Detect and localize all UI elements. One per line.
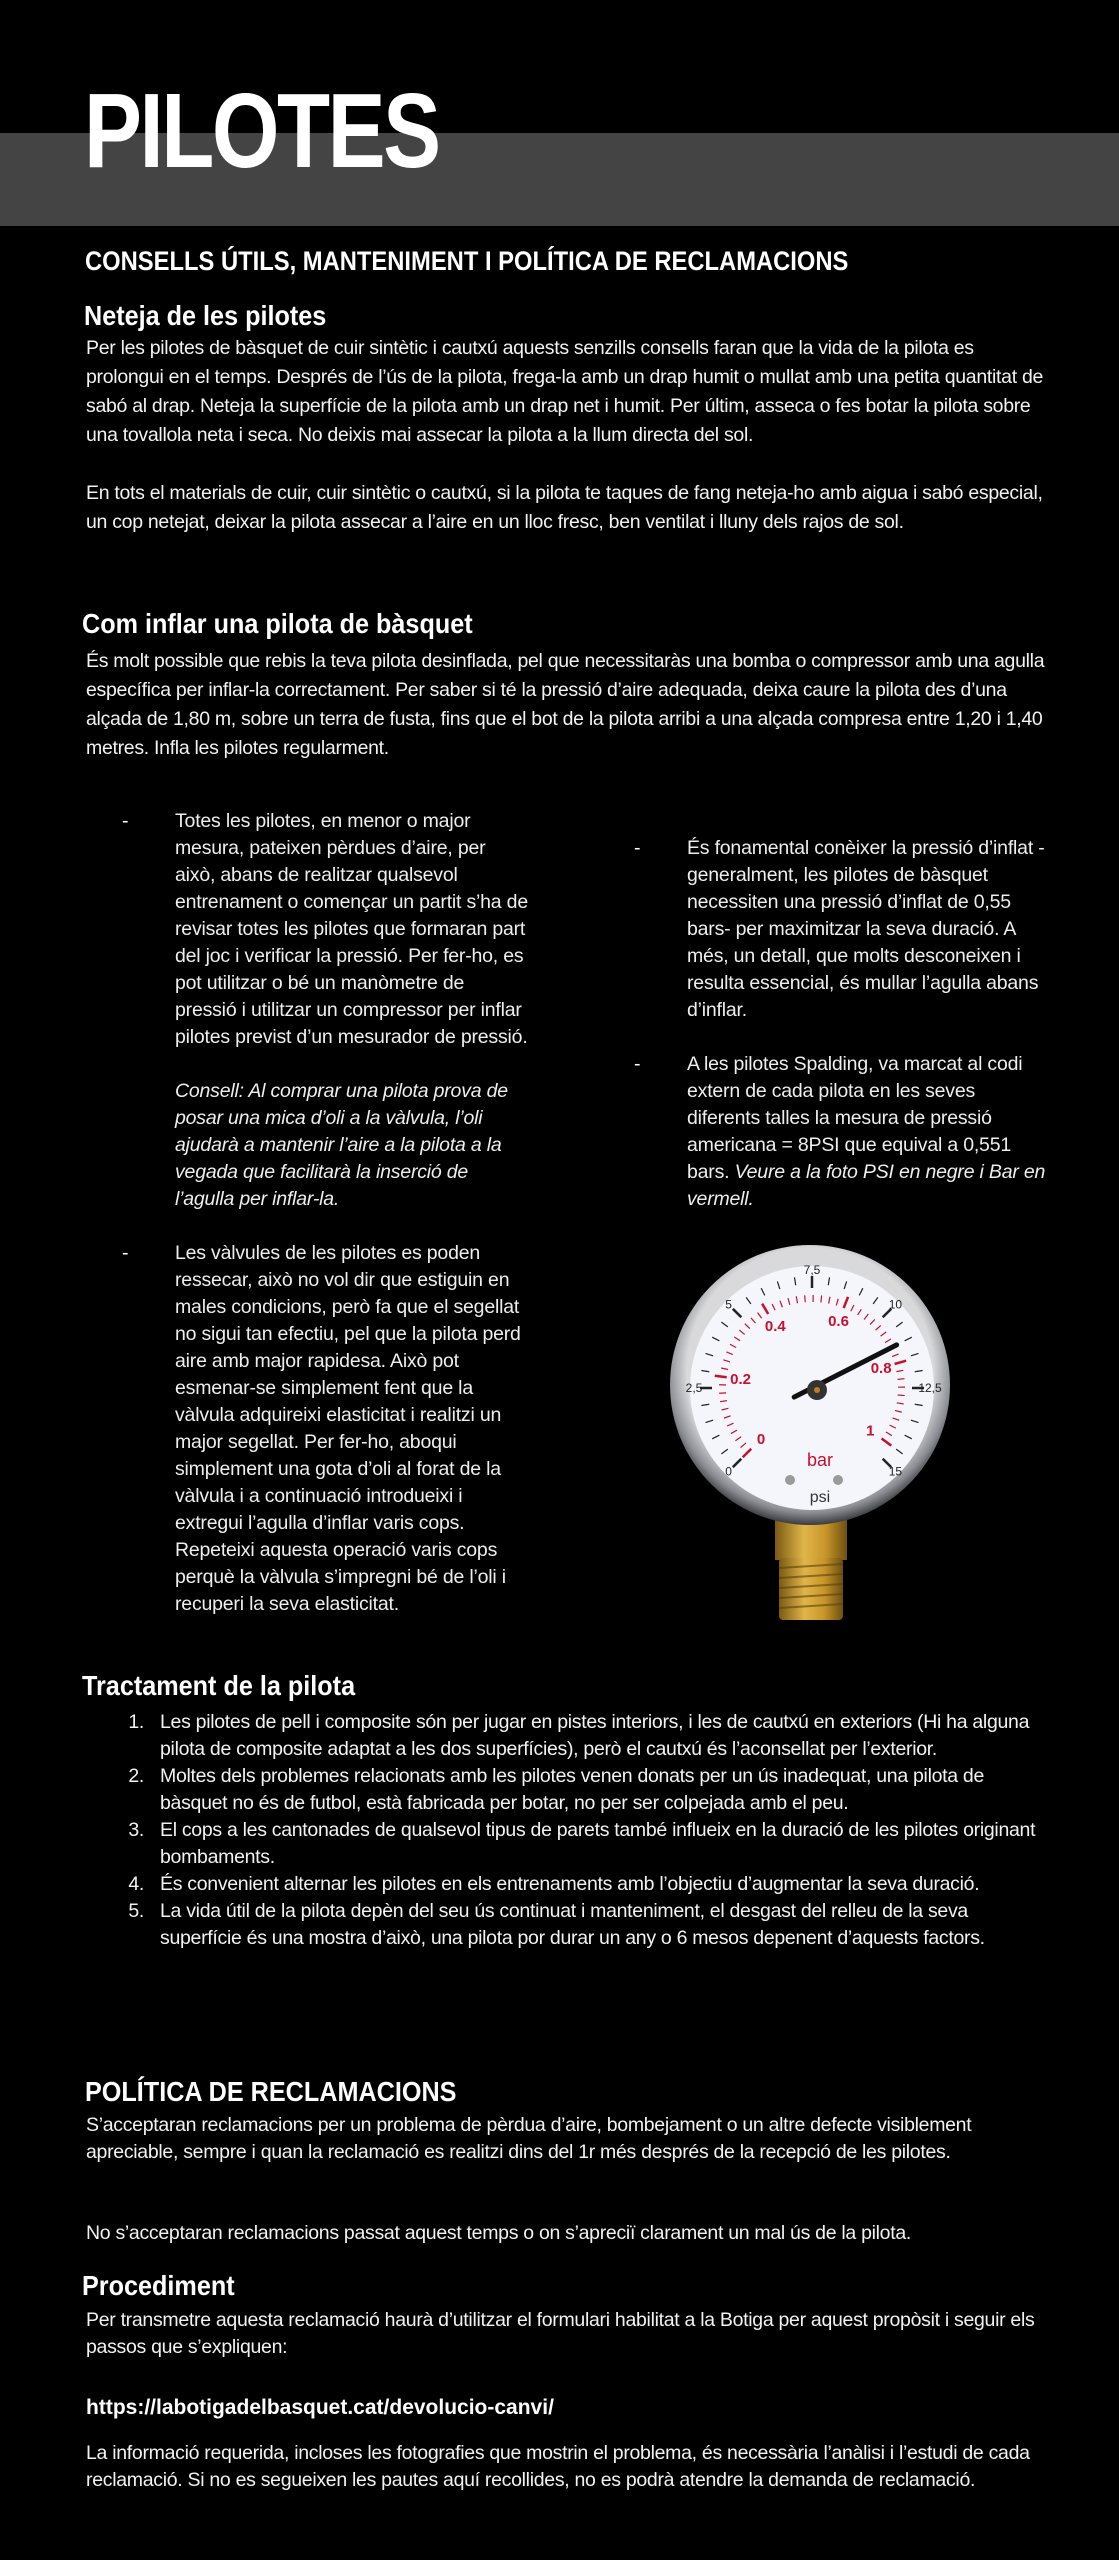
gauge-hub-center xyxy=(814,1387,820,1393)
procedure-heading: Procediment xyxy=(82,2270,235,2301)
pressure-gauge-image xyxy=(665,1240,955,1630)
gauge-screw xyxy=(833,1475,843,1485)
tip-row xyxy=(100,1078,530,1213)
inflate-left-column xyxy=(100,808,530,1618)
tip-text: Consell: Al comprar una pilota prova de posar una mica d’oli a la vàlvula, l’oli ajudarà a mantenir l’aire a la pilota a la vegada que facilitarà la inserció de l’agulla per inflar-la. xyxy=(175,1080,508,1210)
item-number: 4. xyxy=(128,1873,144,1895)
list-item xyxy=(100,1240,530,1618)
list-item xyxy=(612,1051,1052,1213)
list-item xyxy=(84,1817,1044,1871)
bar-tick xyxy=(821,1295,822,1302)
psi-label: 0 xyxy=(725,1464,732,1479)
list-item xyxy=(84,1709,1044,1763)
gauge-bar-unit: bar xyxy=(806,1450,834,1470)
item-number: 3. xyxy=(128,1819,144,1841)
psi-label: 2,5 xyxy=(685,1381,703,1395)
item-number: 5. xyxy=(128,1900,144,1922)
policy-heading: POLÍTICA DE RECLAMACIONS xyxy=(85,2076,457,2107)
bullet-dash: - xyxy=(634,837,641,859)
treatment-heading: Tractament de la pilota xyxy=(82,1670,356,1701)
bar-label: 0.8 xyxy=(870,1359,892,1377)
bullet-text xyxy=(687,1051,1052,1213)
bullet-text: Les vàlvules de les pilotes es poden ressecar, això no vol dir que estiguin en males condicions, però fa que el segellat no sigui tan efectiu, pel que la pilota perd aire amb major rapidesa. Això pot esmenar-se simplement fent que la vàlvula adquireixi elasticitat i realitzi un major segellat. Per fer-ho, aboqui simplement una gota d’oli al forat de la vàlvula i a continuació introdueixi i extregui l’agulla d’inflar varis cops. Repeteixi aquesta operació varis cops perquè la vàlvula s’impregni bé de l’oli i recuperi la seva elasticitat. xyxy=(175,1242,521,1615)
list-item xyxy=(84,1871,1044,1898)
bar-tick xyxy=(715,1376,727,1378)
item-text: El cops a les cantonades de qualsevol tipus de parets també influeix en la duració de les pilotes originant bombaments. xyxy=(160,1819,1036,1868)
policy-paragraph-1: S’acceptaran reclamacions per un problema de pèrdua d’aire, bombejament o un altre defecte visiblement apreciable, sempre i quan la reclamació es realitzi dins del 1r més després de la recepció de les pilotes. xyxy=(86,2114,972,2163)
treatment-list xyxy=(84,1709,1044,1952)
item-text: És convenient alternar les pilotes en els entrenaments amb l’objectiu d’augmentar la seva duració. xyxy=(160,1873,980,1895)
bar-tick xyxy=(805,1295,806,1302)
cleaning-paragraph-1: Per les pilotes de bàsquet de cuir sintètic i cautxú aquests senzills consells faran que la vida de la pilota es prolongui en el temps. Després de l’ús de la pilota, frega-la amb un drap humit o mullat amb una petita quantitat de sabó al drap. Neteja la superfície de la pilota amb un drap net i humit. Per últim, asseca o fes botar la pilota sobre una tovallola neta i seca. No deixis mai assecar la pilota a la llum directa del sol. xyxy=(86,337,1044,446)
procedure-paragraph-1: Per transmetre aquesta reclamació haurà d’utilitzar el formulari habilitat a la Botiga per aquest propòsit i seguir els passos que s’expliquen: xyxy=(86,2309,1035,2358)
bullet-text-italic: Veure a la foto PSI en negre i Bar en vermell. xyxy=(687,1161,1046,1210)
policy-paragraph-2: No s’acceptaran reclamacions passat aquest temps o on s’apreciï clarament un mal ús de la pilota. xyxy=(86,2222,912,2244)
bar-tick xyxy=(898,1379,905,1380)
item-text: La vida útil de la pilota depèn del seu ús continuat i manteniment, el desgast del relleu de la seva superfície és una mostra d’això, una pilota por durar un any o 6 mesos depenent d’aquests factors. xyxy=(160,1900,985,1949)
psi-label: 7,5 xyxy=(803,1263,821,1277)
bar-tick xyxy=(898,1395,905,1396)
psi-label: 5 xyxy=(725,1297,732,1312)
cleaning-heading: Neteja de les pilotes xyxy=(84,300,327,331)
tip-indent xyxy=(100,1078,175,1213)
gauge-psi-unit: psi xyxy=(809,1489,831,1506)
page-subtitle: CONSELLS ÚTILS, MANTENIMENT I POLÍTICA DE RECLAMACIONS xyxy=(85,246,849,276)
inflate-paragraph: És molt possible que rebis la teva pilota desinflada, pel que necessitaràs una bomba o compressor amb una agulla específica per inflar-la correctament. Per saber si té la pressió d’aire adequada, deixa caure la pilota des d’una alçada de 1,80 m, sobre un terra de fusta, fins que el bot de la pilota arribi a una alçada compresa entre 1,20 i 1,40 metres. Infla les pilotes regularment. xyxy=(86,650,1045,759)
gauge-screw xyxy=(785,1475,795,1485)
bullet-text: Totes les pilotes, en menor o major mesura, pateixen pèrdues d’aire, per això, abans de realitzar qualsevol entrenament o començar un partit s’ha de revisar totes les pilotes que formaran part del joc i verificar la pressió. Per fer-ho, es pot utilitzar o bé un manòmetre de pressió i utilitzar un compressor per inflar pilotes previst d’un mesurador de pressió. xyxy=(175,810,528,1048)
list-item xyxy=(84,1763,1044,1817)
inflate-right-column xyxy=(612,835,1052,1213)
bullet-dash: - xyxy=(634,1053,641,1075)
item-text: Les pilotes de pell i composite són per jugar en pistes interiors, i les de cautxú en exteriors (Hi ha alguna pilota de composite adaptat a les dos superfícies), però el cautxú és l’aconsellat per l’exterior. xyxy=(160,1711,1030,1760)
cleaning-paragraph-2: En tots el materials de cuir, cuir sintètic o cautxú, si la pilota te taques de fang neteja-ho amb aigua i sabó especial, un cop netejat, deixar la pilota assecar a l’aire en un lloc fresc, ben ventilat i lluny dels rajos de sol. xyxy=(86,482,1043,533)
item-text: Moltes dels problemes relacionats amb les pilotes venen donats per un ús inadequat, una pilota de bàsquet no és de futbol, està fabricada per botar, no per ser colpejada amb el peu. xyxy=(160,1765,985,1814)
inflate-heading: Com inflar una pilota de bàsquet xyxy=(82,608,473,639)
bullet-dash: - xyxy=(122,1242,129,1264)
bullet-text-plain: A les pilotes Spalding, va marcat al codi extern de cada pilota en les seves diferents talles la mesura de pressió americana = 8PSI que equival a 0,551 bars. xyxy=(687,1053,1023,1183)
item-number: 1. xyxy=(128,1711,144,1733)
bar-label: 0.2 xyxy=(730,1370,751,1388)
bar-label: 1 xyxy=(866,1422,875,1440)
bullet-dash: - xyxy=(122,810,129,832)
list-item xyxy=(84,1898,1044,1952)
return-form-link[interactable]: https://labotigadelbasquet.cat/devolucio-canvi/ xyxy=(86,2396,554,2419)
bar-label: 0 xyxy=(756,1430,766,1448)
bullet-text: És fonamental conèixer la pressió d’inflat -generalment, les pilotes de bàsquet necessiten una pressió d’inflat de 0,55 bars- per maximitzar la seva duració. A més, un detall, que molts desconeixen i resulta essencial, és mullar l’agulla abans d’inflar. xyxy=(687,837,1045,1021)
item-number: 2. xyxy=(128,1765,144,1787)
psi-label: 15 xyxy=(888,1464,903,1479)
bar-label: 0.4 xyxy=(764,1318,786,1336)
bar-label: 0.6 xyxy=(828,1313,849,1331)
page-title: PILOTES xyxy=(84,72,439,190)
list-item xyxy=(612,835,1052,1024)
list-item xyxy=(100,808,530,1051)
psi-label: 12,5 xyxy=(918,1381,942,1395)
procedure-paragraph-2: La informació requerida, incloses les fotografies que mostrin el problema, és necessària l’anàlisi i l’estudi de cada reclamació. Si no es segueixen les pautes aquí recollides, no es podrà atendre la demanda de reclamació. xyxy=(86,2442,1030,2491)
psi-label: 10 xyxy=(888,1297,903,1312)
